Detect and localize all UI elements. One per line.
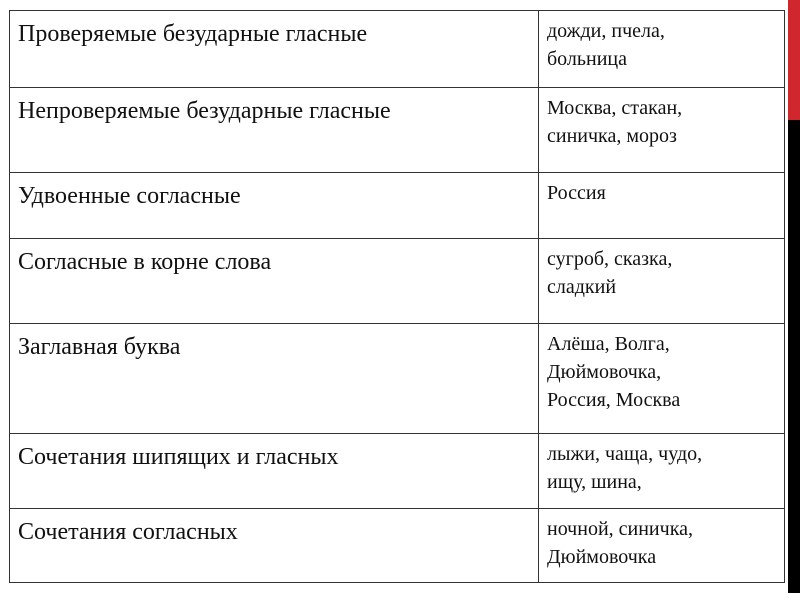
example-line: больница [547, 48, 627, 70]
example-line: Россия, Москва [547, 389, 681, 411]
examples-cell [539, 434, 785, 509]
rule-name-cell: Непроверяемые безударные гласные [10, 88, 539, 173]
example-line: Москва, стакан, [547, 97, 683, 119]
table-row [10, 88, 785, 173]
example-line: лыжи, чаща, чудо, [547, 443, 703, 465]
example-line: Алёша, Волга, [547, 333, 670, 355]
example-line: ночной, синичка, [547, 518, 693, 540]
example-line: ищу, шина, [547, 471, 642, 493]
example-line: дожди, пчела, [547, 20, 665, 42]
table-row [10, 324, 785, 434]
rule-name-cell: Заглавная буква [10, 324, 539, 434]
table-row [10, 434, 785, 509]
rule-name-cell: Удвоенные согласные [10, 173, 539, 239]
spelling-rules-table [9, 10, 785, 583]
example-line: Дюймовочка [547, 546, 657, 568]
examples-cell [539, 11, 785, 88]
example-line: сладкий [547, 276, 617, 298]
example-line: Дюймовочка, [547, 361, 662, 383]
examples-cell [539, 88, 785, 173]
table-row [10, 509, 785, 583]
examples-cell [539, 509, 785, 583]
decorative-red-bar [788, 0, 800, 120]
rule-name-cell: Проверяемые безударные гласные [10, 11, 539, 88]
example-line: Россия [547, 182, 606, 204]
examples-cell [539, 173, 785, 239]
examples-cell [539, 239, 785, 324]
decorative-black-bar [788, 120, 800, 593]
rule-name-cell: Сочетания согласных [10, 509, 539, 583]
example-line: сугроб, сказка, [547, 248, 673, 270]
rule-name-cell: Сочетания шипящих и гласных [10, 434, 539, 509]
table-row [10, 173, 785, 239]
table-row [10, 11, 785, 88]
examples-cell [539, 324, 785, 434]
rule-name-cell: Согласные в корне слова [10, 239, 539, 324]
table-row [10, 239, 785, 324]
example-line: синичка, мороз [547, 125, 677, 147]
